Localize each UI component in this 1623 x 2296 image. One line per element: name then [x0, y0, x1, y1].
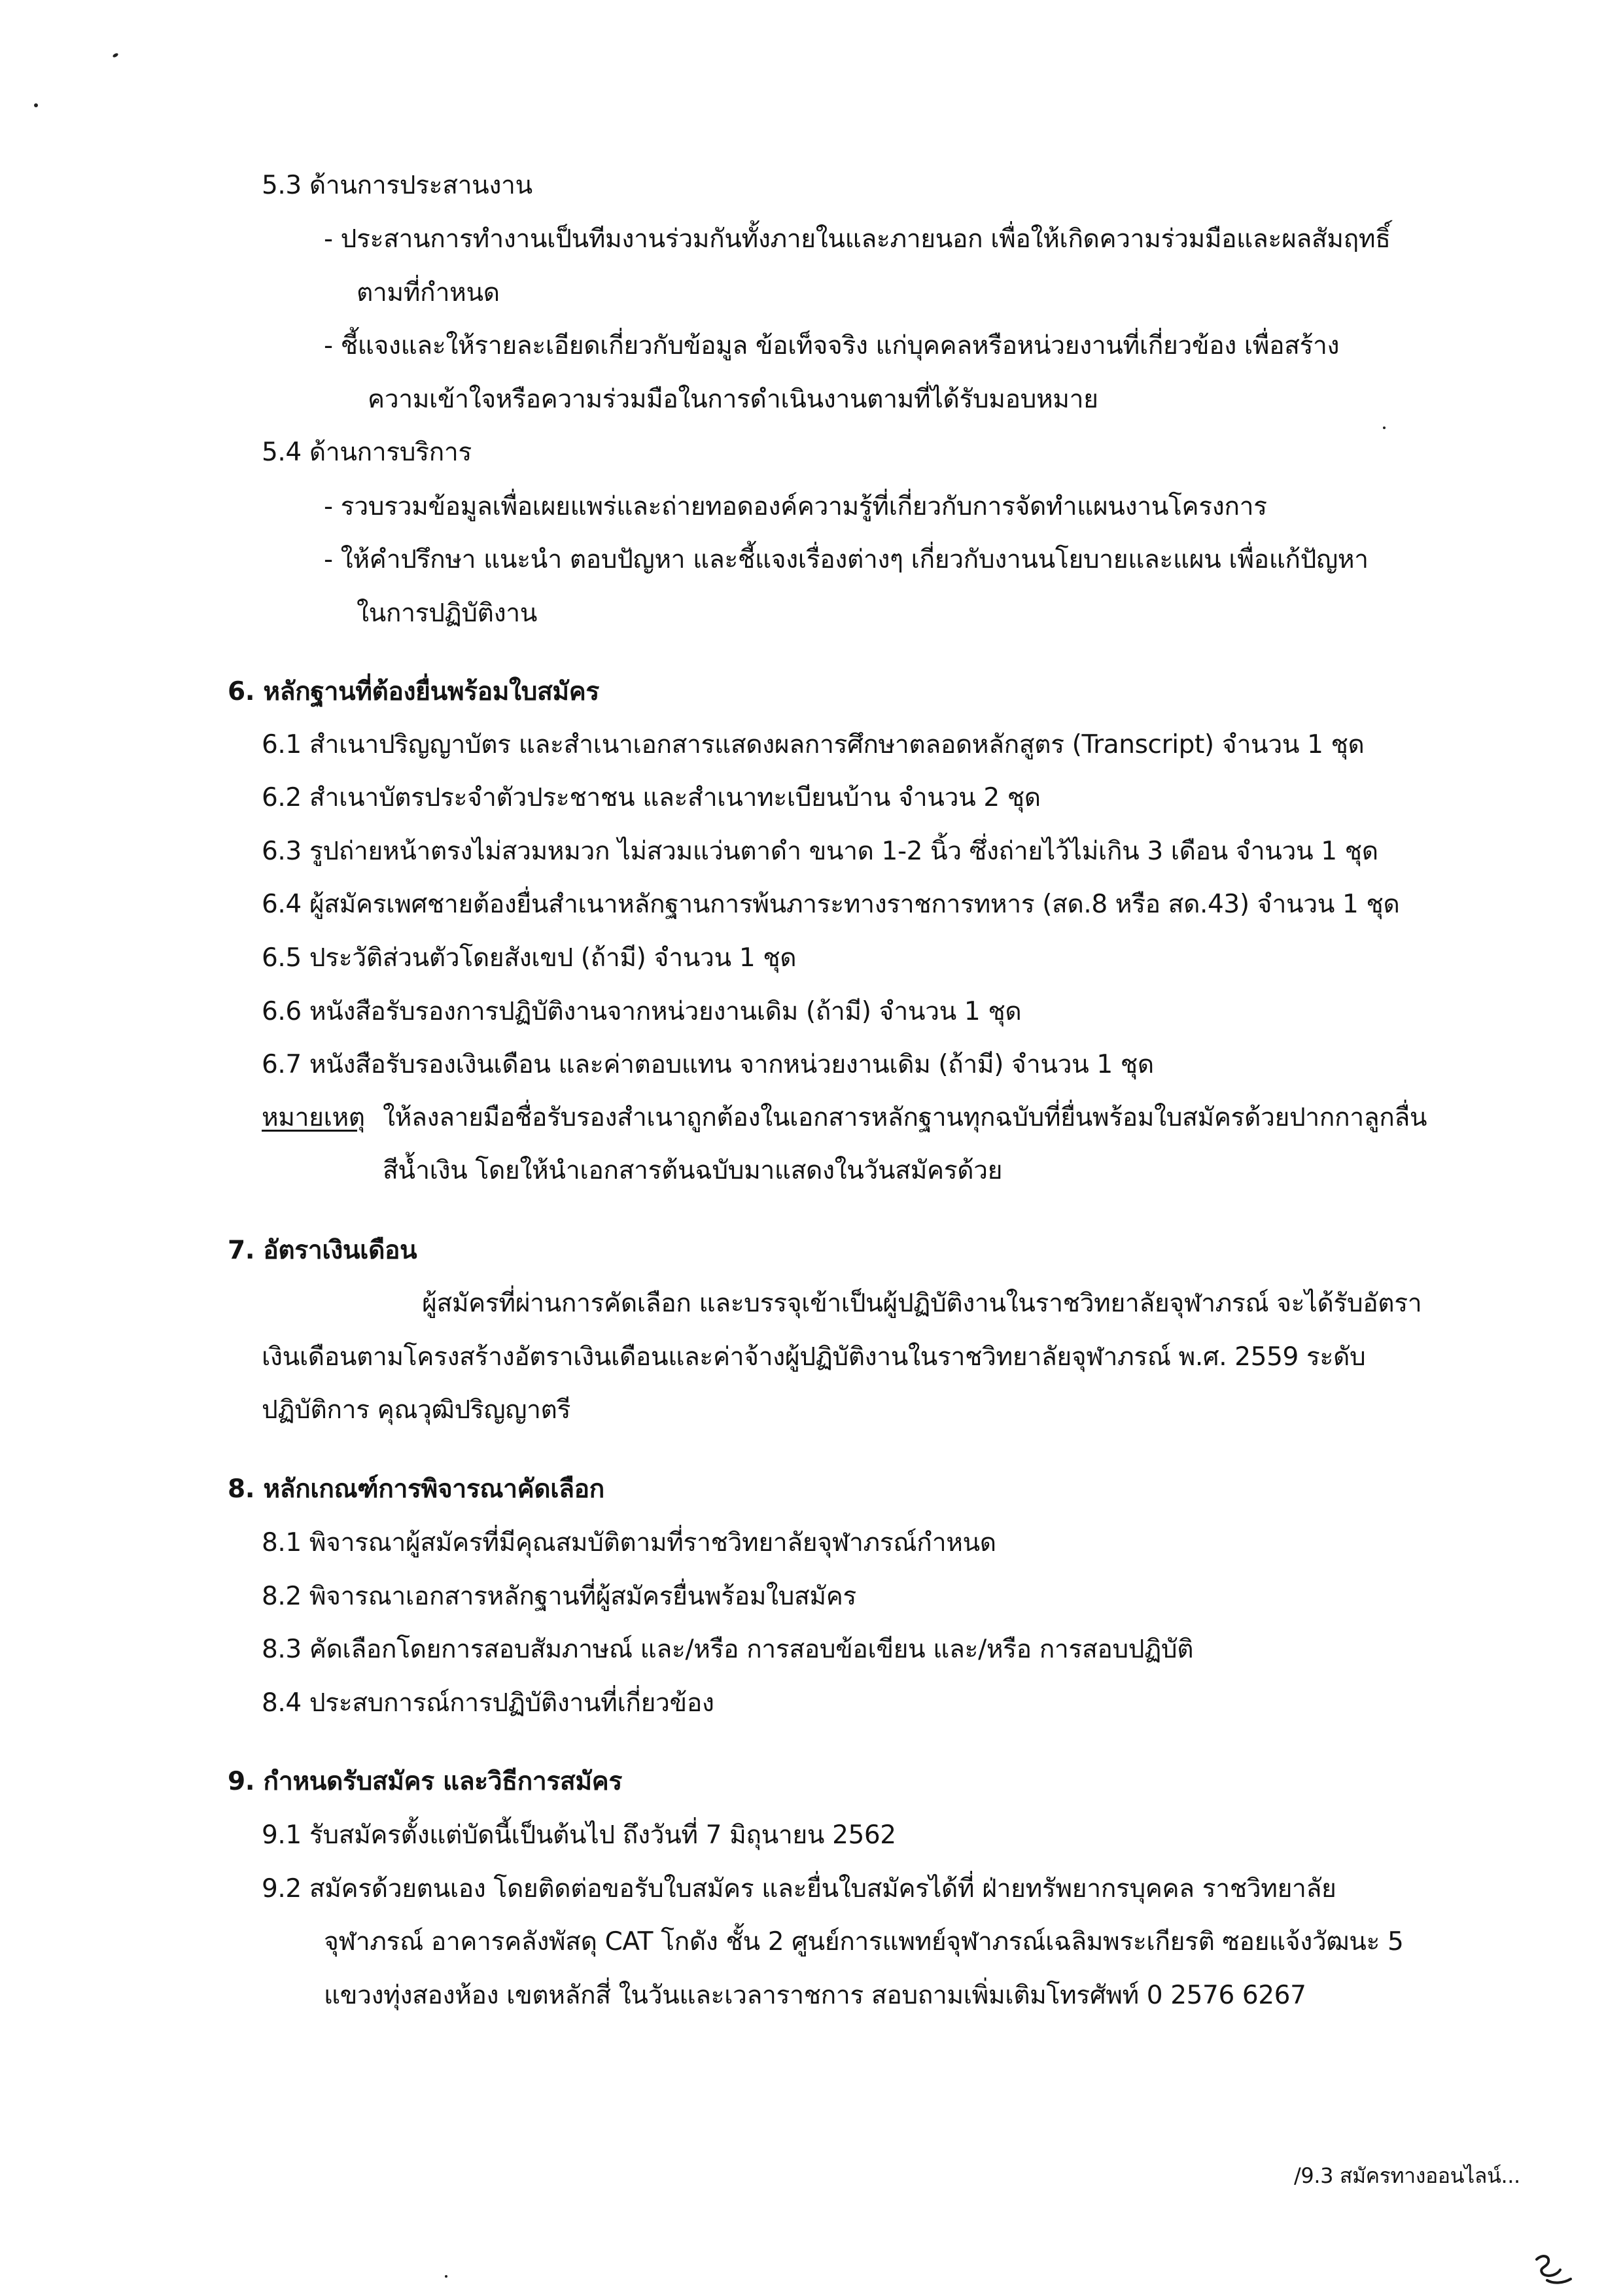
section-5-3-bullet-1-line-2: ตามที่กำหนด: [357, 278, 500, 307]
section-6-item: 6.1 สำเนาปริญญาบัตร และสำเนาเอกสารแสดงผลการศึกษาตลอดหลักสูตร (Transcript) จำนวน 1 ชุด: [262, 730, 1365, 759]
section-6-item: 6.6 หนังสือรับรองการปฏิบัติงานจากหน่วยงานเดิม (ถ้ามี) จำนวน 1 ชุด: [262, 997, 1022, 1026]
section-6-item: 6.3 รูปถ่ายหน้าตรงไม่สวมหมวก ไม่สวมแว่นตาดำ ขนาด 1-2 นิ้ว ซึ่งถ่ายไว้ไม่เกิน 3 เดือน จำนวน 1 ชุด: [262, 837, 1378, 866]
section-5-3-heading: 5.3 ด้านการประสานงาน: [262, 171, 532, 200]
section-9-item-1: 9.1 รับสมัครตั้งแต่บัดนี้เป็นต้นไป ถึงวันที่ 7 มิถุนายน 2562: [262, 1820, 896, 1850]
section-7-heading: 7. อัตราเงินเดือน: [228, 1236, 417, 1265]
section-5-4-bullet-2-line-1: - ให้คำปรึกษา แนะนำ ตอบปัญหา และชี้แจงเรื่องต่างๆ เกี่ยวกับงานนโยบายและแผน เพื่อแก้ปัญหา: [324, 545, 1369, 574]
section-8-item: 8.1 พิจารณาผู้สมัครที่มีคุณสมบัติตามที่ราชวิทยาลัยจุฬาภรณ์กำหนด: [262, 1528, 996, 1557]
section-8-item: 8.2 พิจารณาเอกสารหลักฐานที่ผู้สมัครยื่นพร้อมใบสมัคร: [262, 1582, 856, 1611]
section-6-item: 6.7 หนังสือรับรองเงินเดือน และค่าตอบแทน จากหน่วยงานเดิม (ถ้ามี) จำนวน 1 ชุด: [262, 1050, 1154, 1079]
continuation-note: /9.3 สมัครทางออนไลน์...: [1294, 2163, 1520, 2188]
section-9-heading: 9. กำหนดรับสมัคร และวิธีการสมัคร: [228, 1767, 622, 1796]
section-7-line-1: ผู้สมัครที่ผ่านการคัดเลือก และบรรจุเข้าเป็นผู้ปฏิบัติงานในราชวิทยาลัยจุฬาภรณ์ จะได้รับอัตรา: [422, 1289, 1422, 1318]
section-9-item-2-line-1: 9.2 สมัครด้วยตนเอง โดยติดต่อขอรับใบสมัคร และยื่นใบสมัครได้ที่ ฝ่ายทรัพยากรบุคคล ราชวิทยาลัย: [262, 1874, 1336, 1904]
scan-speck: [112, 52, 118, 58]
section-7-line-3: ปฏิบัติการ คุณวุฒิปริญญาตรี: [262, 1395, 571, 1425]
section-8-item: 8.4 ประสบการณ์การปฏิบัติงานที่เกี่ยวข้อง: [262, 1688, 714, 1718]
section-6-item: 6.2 สำเนาบัตรประจำตัวประชาชน และสำเนาทะเบียนบ้าน จำนวน 2 ชุด: [262, 783, 1041, 812]
section-5-4-bullet-1-line-1: - รวบรวมข้อมูลเพื่อเผยแพร่และถ่ายทอดองค์ความรู้ที่เกี่ยวกับการจัดทำแผนงานโครงการ: [324, 492, 1267, 521]
section-6-note-label: หมายเหตุ: [262, 1103, 365, 1132]
scan-speck: [445, 2275, 447, 2278]
section-6-item: 6.4 ผู้สมัครเพศชายต้องยื่นสำเนาหลักฐานการพ้นภาระทางราชการทหาร (สด.8 หรือ สด.43) จำนวน 1 ชุด: [262, 890, 1400, 919]
section-5-3-bullet-2-line-2: ความเข้าใจหรือความร่วมมือในการดำเนินงานตามที่ได้รับมอบหมาย: [368, 385, 1098, 414]
section-6-heading: 6. หลักฐานที่ต้องยื่นพร้อมใบสมัคร: [228, 677, 599, 706]
section-5-3-bullet-2-line-1: - ชี้แจงและให้รายละเอียดเกี่ยวกับข้อมูล ข้อเท็จจริง แก่บุคคลหรือหน่วยงานที่เกี่ยวข้อง เพื่อสร้าง: [324, 331, 1340, 360]
scan-speck: [1383, 426, 1386, 429]
section-6-item: 6.5 ประวัติส่วนตัวโดยสังเขป (ถ้ามี) จำนวน 1 ชุด: [262, 943, 797, 973]
section-6-note-line-2: สีน้ำเงิน โดยให้นำเอกสารต้นฉบับมาแสดงในวันสมัครด้วย: [383, 1156, 1003, 1185]
section-8-item: 8.3 คัดเลือกโดยการสอบสัมภาษณ์ และ/หรือ การสอบข้อเขียน และ/หรือ การสอบปฏิบัติ: [262, 1635, 1194, 1664]
section-9-item-2-line-3: แขวงทุ่งสองห้อง เขตหลักสี่ ในวันและเวลาราชการ สอบถามเพิ่มเติมโทรศัพท์ 0 2576 6267: [324, 1981, 1306, 2010]
section-7-line-2: เงินเดือนตามโครงสร้างอัตราเงินเดือนและค่าจ้างผู้ปฏิบัติงานในราชวิทยาลัยจุฬาภรณ์ พ.ศ. 2559 ระดับ: [262, 1342, 1366, 1372]
signature-initials: [1527, 2250, 1580, 2289]
scan-speck: [34, 103, 38, 107]
section-9-item-2-line-2: จุฬาภรณ์ อาคารคลังพัสดุ CAT โกดัง ชั้น 2 ศูนย์การแพทย์จุฬาภรณ์เฉลิมพระเกียรติ ซอยแจ้งวัฒนะ 5: [324, 1927, 1404, 1957]
section-6-note-line-1: ให้ลงลายมือชื่อรับรองสำเนาถูกต้องในเอกสารหลักฐานทุกฉบับที่ยื่นพร้อมใบสมัครด้วยปากกาลูกลื่น: [383, 1103, 1427, 1132]
section-8-heading: 8. หลักเกณฑ์การพิจารณาคัดเลือก: [228, 1474, 604, 1504]
section-5-3-bullet-1-line-1: - ประสานการทำงานเป็นทีมงานร่วมกันทั้งภายในและภายนอก เพื่อให้เกิดความร่วมมือและผลสัมฤทธิ์: [324, 224, 1391, 254]
section-5-4-bullet-2-line-2: ในการปฏิบัติงาน: [357, 599, 537, 628]
section-5-4-heading: 5.4 ด้านการบริการ: [262, 438, 472, 467]
